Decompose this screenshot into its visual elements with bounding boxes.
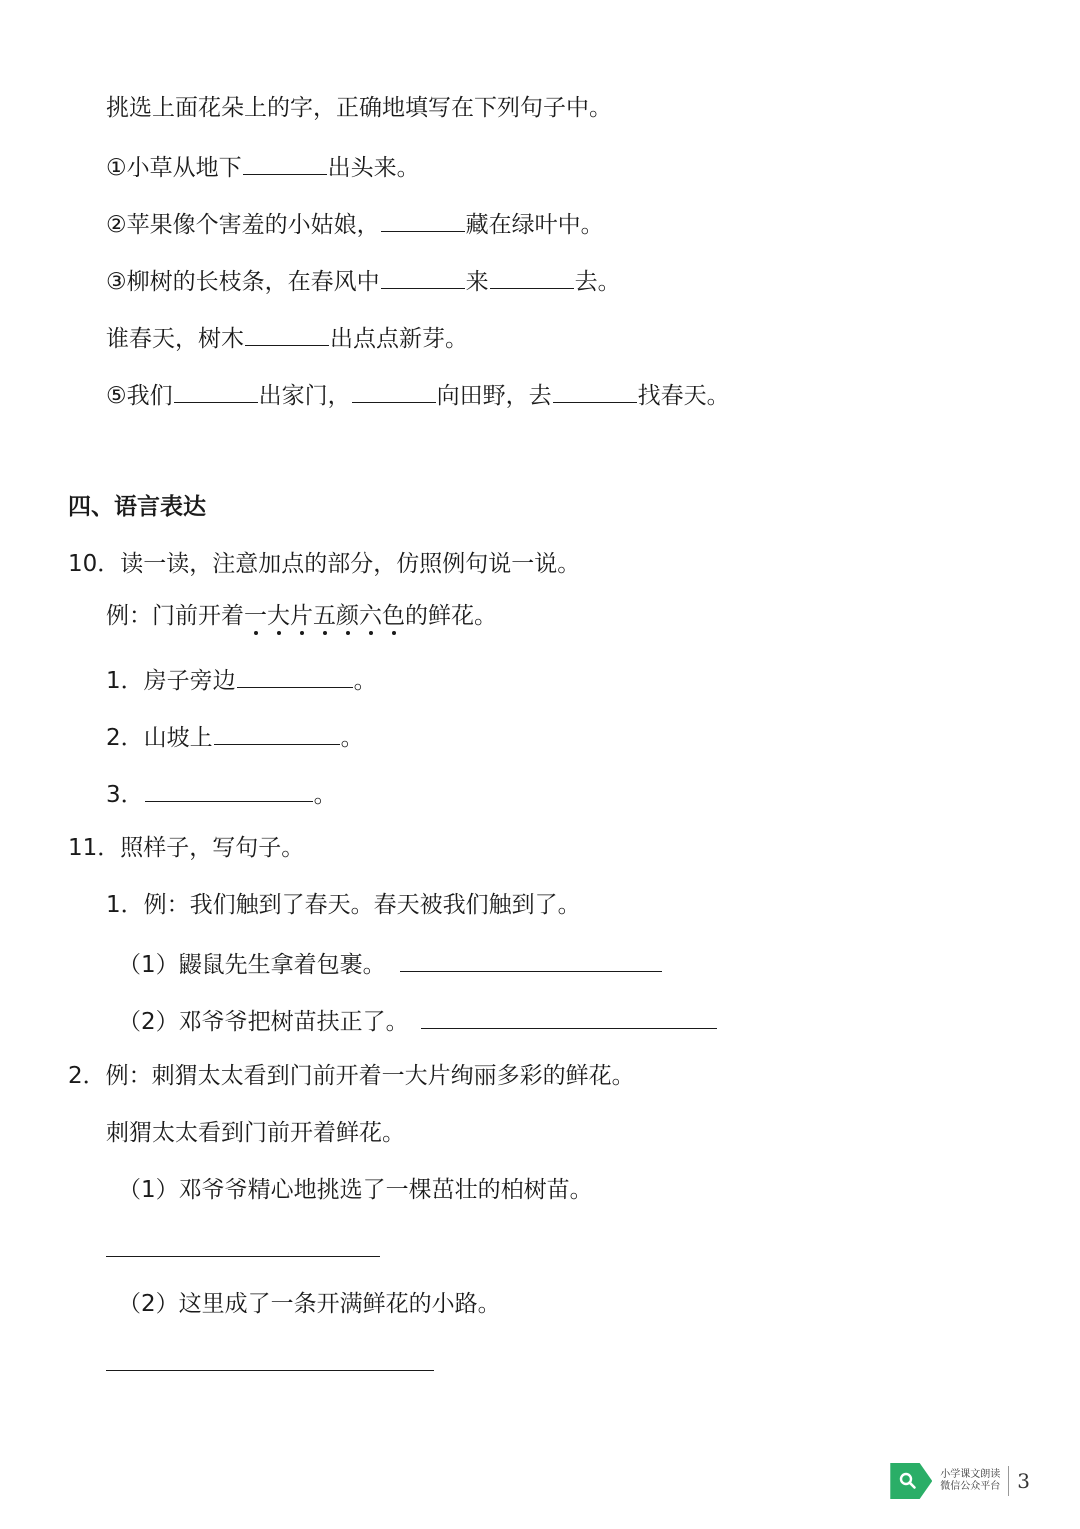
brand-line-1: 小学课文朗读	[940, 1469, 1001, 1480]
blank-field[interactable]	[245, 321, 329, 346]
question-11: 11．照样子，写句子。	[68, 835, 305, 861]
dotted-char: 色	[382, 601, 405, 631]
dotted-char: 六	[359, 601, 382, 631]
question-10-example	[106, 601, 497, 631]
sentence-5-b: 出家门，	[258, 383, 351, 409]
question-10: 10．读一读，注意加点的部分，仿照例句说一说。	[68, 551, 581, 577]
example-prefix: 例：门前开着	[106, 603, 244, 629]
blank-field[interactable]	[145, 777, 313, 802]
question-11-2: 2．例：刺猬太太看到门前开着一大片绚丽多彩的鲜花。	[68, 1063, 635, 1089]
q10-2-text: 2．山坡上	[106, 725, 213, 751]
sentence-5	[106, 378, 730, 408]
dotted-phrase	[244, 603, 405, 629]
emphasis-dot	[254, 631, 258, 635]
question-10-1	[106, 663, 377, 693]
sentence-3	[106, 264, 621, 294]
sentence-2	[106, 207, 604, 237]
blank-field[interactable]	[214, 720, 340, 745]
sentence-5-c: 向田野，去	[436, 383, 552, 409]
footer-brand	[890, 1462, 1030, 1500]
sentence-5-end: 找春天。	[637, 383, 730, 409]
sentence-4	[106, 321, 468, 351]
emphasis-dot	[323, 631, 327, 635]
sentence-1-end: 出头来。	[327, 155, 420, 181]
blank-field[interactable]	[243, 150, 327, 175]
q10-2-end: 。	[340, 725, 364, 751]
dotted-char: 一	[244, 601, 267, 631]
footer-divider	[1008, 1466, 1009, 1496]
dotted-char: 大	[267, 601, 290, 631]
question-11-2-a: （1）邓爷爷精心地挑选了一棵茁壮的柏树苗。	[118, 1177, 593, 1203]
question-10-3	[106, 777, 337, 807]
emphasis-dot	[392, 631, 396, 635]
answer-line[interactable]	[106, 1256, 380, 1257]
question-11-2-b: （2）这里成了一条开满鲜花的小路。	[118, 1291, 501, 1317]
question-10-2	[106, 720, 364, 750]
sentence-4-text: 谁春天，树木	[106, 326, 244, 352]
emphasis-dot	[300, 631, 304, 635]
blank-field[interactable]	[381, 207, 465, 232]
emphasis-dot	[369, 631, 373, 635]
dotted-char: 颜	[336, 601, 359, 631]
sentence-2-end: 藏在绿叶中。	[465, 212, 604, 238]
sentence-5-text: ⑤我们	[106, 383, 173, 409]
sentence-2-text: ②苹果像个害羞的小姑娘，	[106, 212, 380, 238]
q10-1-text: 1．房子旁边	[106, 668, 236, 694]
brand-line-2: 微信公众平台	[940, 1481, 1001, 1492]
blank-field[interactable]	[381, 264, 465, 289]
brand-text	[940, 1469, 1000, 1493]
sentence-3-mid: 来	[465, 269, 489, 295]
question-11-1-b	[118, 1004, 718, 1034]
question-11-2-example: 刺猬太太看到门前开着鲜花。	[106, 1120, 405, 1146]
blank-field[interactable]	[352, 378, 436, 403]
question-11-1: 1．例：我们触到了春天。春天被我们触到了。	[106, 892, 581, 918]
blank-field[interactable]	[174, 378, 258, 403]
sentence-3-end: 去。	[574, 269, 621, 295]
section-heading: 四、语言表达	[68, 494, 206, 520]
blank-field[interactable]	[400, 947, 662, 972]
q11-1b-text: （2）邓爷爷把树苗扶正了。	[118, 1009, 409, 1035]
emphasis-dot	[277, 631, 281, 635]
emphasis-dot	[346, 631, 350, 635]
answer-line[interactable]	[106, 1370, 434, 1371]
q11-1a-text: （1）鼹鼠先生拿着包裹。	[118, 952, 386, 978]
sentence-4-end: 出点点新芽。	[330, 326, 468, 352]
blank-field[interactable]	[490, 264, 574, 289]
search-icon	[890, 1463, 932, 1499]
blank-field[interactable]	[421, 1004, 717, 1029]
instruction-text: 挑选上面花朵上的字，正确地填写在下列句子中。	[106, 95, 612, 121]
dotted-char: 五	[313, 601, 336, 631]
example-suffix: 的鲜花。	[405, 603, 497, 629]
page-number: 3	[1017, 1469, 1030, 1493]
q10-3-end: 。	[313, 782, 337, 808]
sentence-3-text: ③柳树的长枝条，在春风中	[106, 269, 380, 295]
blank-field[interactable]	[237, 663, 353, 688]
sentence-1-text: ①小草从地下	[106, 155, 242, 181]
q10-1-end: 。	[353, 668, 377, 694]
question-11-1-a	[118, 947, 663, 977]
blank-field[interactable]	[553, 378, 637, 403]
sentence-1	[106, 150, 420, 180]
dotted-char: 片	[290, 601, 313, 631]
q10-3-text: 3．	[106, 782, 144, 808]
